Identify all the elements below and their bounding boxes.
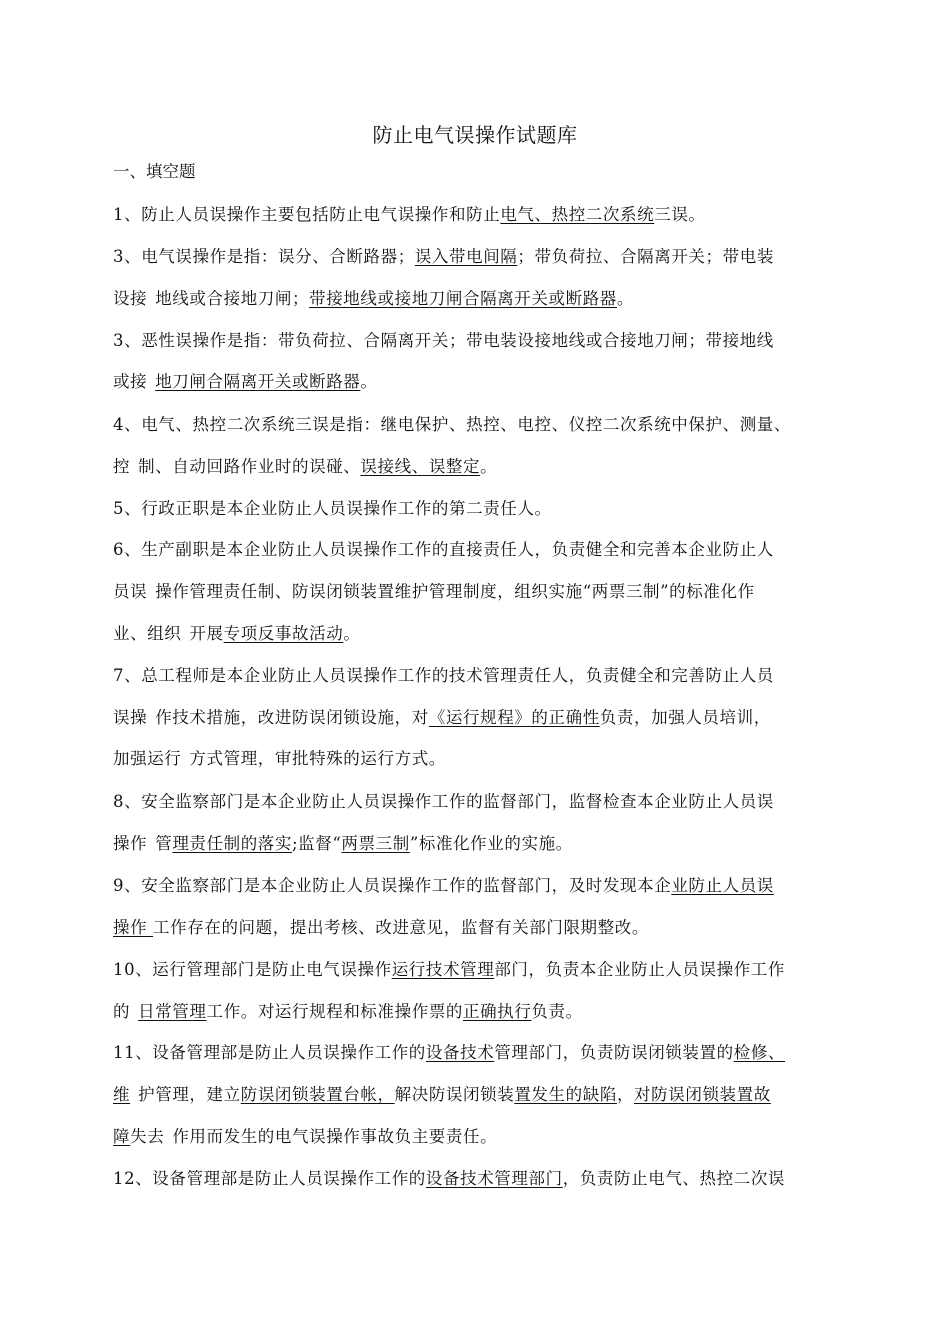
text-segment: ， [616, 1085, 635, 1104]
text-segment: 制、自动回路作业时的误碰、 [138, 457, 361, 476]
text-line [113, 370, 378, 394]
text-segment: 控 [113, 457, 131, 476]
text-segment: 地线或合接地刀闸； [155, 289, 310, 308]
answer-underlined: 检修、 [733, 1043, 786, 1062]
text-segment: 设接 [113, 289, 148, 308]
text-segment: ;监督“ [292, 834, 342, 853]
text-segment: 管理部门，负责防误闭锁装置的 [494, 1043, 734, 1062]
text-line [113, 1083, 771, 1107]
text-segment: 操作 [113, 834, 148, 853]
text-line [113, 580, 755, 604]
answer-underlined: 对防误闭锁装置故 [634, 1085, 771, 1104]
text-segment: 三误。 [654, 205, 706, 224]
text-segment: 3、恶性误操作是指：带负荷拉、合隔离开关；带电装设接地线或合接地刀闸；带接地线 [113, 331, 774, 350]
text-line [113, 790, 774, 814]
answer-underlined: 维 [113, 1085, 131, 1104]
text-segment: 。 [343, 624, 361, 643]
answer-underlined: 业防止人员误 [671, 876, 774, 895]
text-segment: 12、设备管理部是防止人员误操作工作的 [113, 1169, 426, 1188]
answer-underlined: 电气、热控二次系统 [500, 205, 655, 224]
text-segment: 部门，负责本企业防止人员误操作工作 [494, 960, 786, 979]
answer-underlined: 专项反事故活动 [223, 624, 344, 643]
text-segment: 5、行政正职是本企业防止人员误操作工作的第二责任人。 [113, 499, 552, 518]
text-segment: 护管理，建立 [138, 1085, 241, 1104]
answer-underlined: 正确执行 [463, 1002, 532, 1021]
answer-underlined: 误入带电间隔 [414, 247, 518, 266]
text-segment: 10、运行管理部门是防止电气误操作 [113, 960, 392, 979]
text-segment: 员误 [113, 582, 148, 601]
text-line [113, 832, 573, 856]
text-segment: 开展 [189, 624, 224, 643]
text-segment: ”标准化作业的实施。 [409, 834, 573, 853]
text-segment: 负责，加强人员培训， [599, 708, 771, 727]
text-segment: 1、防止人员误操作主要包括防止电气误操作和防止 [113, 205, 501, 224]
text-segment: 8、安全监察部门是本企业防止人员误操作工作的监督部门，监督检查本企业防止人员误 [113, 792, 774, 811]
text-line [113, 1000, 583, 1024]
text-line [113, 706, 771, 730]
text-segment: 或接 [113, 372, 148, 391]
text-line [113, 1167, 785, 1191]
text-line [113, 203, 706, 227]
text-line [113, 329, 774, 353]
text-segment: ，负责防止电气、热控二次误 [562, 1169, 786, 1188]
text-segment: 3、电气误操作是指：误分、合断路器； [113, 247, 415, 266]
answer-underlined: 置发生的缺陷 [514, 1085, 617, 1104]
section-heading: 一、填空题 [113, 162, 196, 181]
text-segment: 管 [155, 834, 173, 853]
text-segment: 失去 [130, 1127, 165, 1146]
answer-underlined: 两票三制 [341, 834, 410, 853]
text-line [113, 538, 774, 562]
text-line [113, 413, 791, 437]
text-segment: 。 [616, 289, 635, 308]
answer-underlined: 地刀闸合隔离开关或断路器 [155, 372, 361, 391]
text-segment: 6、生产副职是本企业防止人员误操作工作的直接责任人，负责健全和完善本企业防止人 [113, 540, 774, 559]
text-line [113, 1041, 785, 1065]
text-line [113, 1125, 497, 1149]
text-line [113, 958, 785, 982]
answer-underlined: 设备技术 [425, 1043, 495, 1062]
text-line [113, 874, 774, 898]
text-line [113, 455, 497, 479]
text-segment: 。 [480, 457, 498, 476]
text-line [113, 245, 774, 269]
answer-underlined: 障 [113, 1127, 131, 1146]
text-segment: 。 [360, 372, 378, 391]
text-segment: 9、安全监察部门是本企业防止人员误操作工作的监督部门，及时发现本企 [113, 876, 672, 895]
text-segment: 误操 [113, 708, 148, 727]
text-segment: 4、电气、热控二次系统三误是指：继电保护、热控、电控、仪控二次系统中保护、测量、 [113, 415, 791, 434]
text-line [113, 622, 360, 646]
text-segment: 解决防误闭锁装 [394, 1085, 515, 1104]
text-segment: 的 [113, 1002, 131, 1021]
text-line [113, 747, 446, 771]
answer-underlined: 设备技术管理部门 [425, 1169, 563, 1188]
answer-underlined: 防误闭锁装置台帐， [240, 1085, 395, 1104]
answer-underlined: 理责任制的落实 [172, 834, 293, 853]
text-segment: 作用而发生的电气误操作事故负主要责任。 [172, 1127, 498, 1146]
answer-underlined: 操作 [113, 918, 154, 937]
text-segment: 作技术措施，改进防误闭锁设施，对 [155, 708, 429, 727]
answer-underlined: 误接线、误整定 [360, 457, 481, 476]
text-segment: 工作存在的问题，提出考核、改进意见，监督有关部门限期整改。 [153, 918, 649, 937]
text-segment: 操作管理责任制、防误闭锁装置维护管理制度，组织实施“两票三制”的标准化作 [155, 582, 755, 601]
answer-underlined: 运行技术管理 [391, 960, 495, 979]
text-line [113, 916, 649, 940]
text-line [113, 497, 552, 521]
text-segment: 加强运行 [113, 749, 182, 768]
text-segment: 工作。对运行规程和标准操作票的 [206, 1002, 464, 1021]
text-segment: 业、组织 [113, 624, 182, 643]
text-segment: 11、设备管理部是防止人员误操作工作的 [113, 1043, 426, 1062]
text-segment: ；带负荷拉、合隔离开关；带电装 [517, 247, 774, 266]
text-segment: 7、总工程师是本企业防止人员误操作工作的技术管理责任人，负责健全和完善防止人员 [113, 666, 774, 685]
text-line [113, 664, 774, 688]
text-segment: 负责。 [531, 1002, 583, 1021]
text-segment: 方式管理，审批特殊的运行方式。 [189, 749, 446, 768]
answer-underlined: 《运行规程》的正确性 [428, 708, 600, 727]
answer-underlined: 带接地线或接地刀闸合隔离开关或断路器 [309, 289, 617, 308]
answer-underlined: 日常管理 [138, 1002, 207, 1021]
page-title: 防止电气误操作试题库 [372, 123, 578, 147]
text-line [113, 287, 634, 311]
